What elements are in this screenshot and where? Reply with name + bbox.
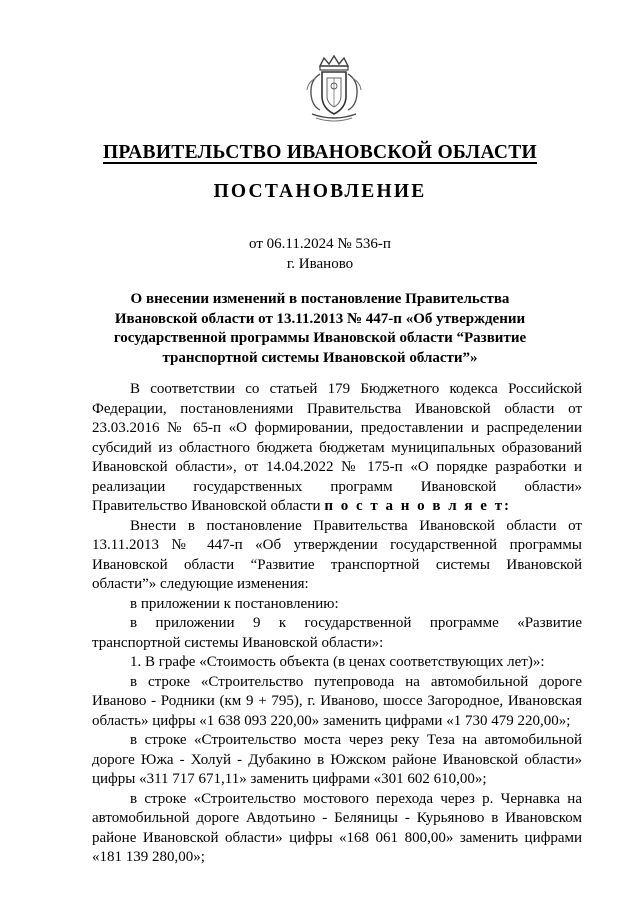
document-type: ПОСТАНОВЛЕНИЕ <box>213 181 427 202</box>
body-paragraph: 1. В графе «Стоимость объекта (в ценах соответствующих лет)»: <box>130 654 545 670</box>
document-city: г. Иваново <box>286 256 354 272</box>
preamble-text: В соответствии со статьей 179 Бюджетного кодекса Российской Федерации, постановлениями Правительства Ивановской области от 23.03.2016 № 65-п «О формировании, предоставлении и распределении субсидий из областного бюджета бюджетам муниципальных образований Ивановской области», от 14.04.2022 № 175-п «О порядке разработки и реализации государственных программ Ивановской области» Правительство Ивановской области <box>92 381 582 514</box>
document-subject: О внесении изменений в постановление Правительства Ивановской области от 13.11.2013 № 447-п «Об утверждении государственной программы Ивановской области “Развитие транспортной системы Ивановской области”» <box>113 291 527 366</box>
document-date-number: от 06.11.2024 № 536-п <box>249 236 391 252</box>
body-paragraph: в строке «Строительство моста через реку Теза на автомобильной дороге Южа - Холуй - Дубакино в Южском районе Ивановской области» цифры «311 717 671,11» заменить цифрами «301 602 610,00»; <box>92 732 582 787</box>
coat-of-arms-icon <box>298 52 370 124</box>
body-paragraph <box>92 380 582 517</box>
resolves-word: п о с т а н о в л я е т: <box>324 498 512 514</box>
body-paragraph: в приложении к постановлению: <box>130 595 339 612</box>
body-paragraph: в приложении 9 к государственной программе «Развитие транспортной системы Ивановской области»: <box>92 615 582 651</box>
body-paragraph: в строке «Строительство мостового перехода через р. Чернавка на автомобильной дороге Авдотьино - Беляницы - Курьяново в Ивановском районе Ивановской области» цифры «168 061 800,00» заменить цифрами «181 139 280,00»; <box>92 790 582 865</box>
body-paragraph: Внести в постановление Правительства Ивановской области от 13.11.2013 № 447-п «Об утверждении государственной программы Ивановской области “Развитие транспортной системы Ивановской области”» следующие изменения: <box>92 517 582 592</box>
government-title: ПРАВИТЕЛЬСТВО ИВАНОВСКОЙ ОБЛАСТИ <box>102 142 538 163</box>
body-paragraph: в строке «Строительство путепровода на автомобильной дороге Иваново - Родники (км 9 + 795), г. Иваново, шоссе Загородное, Ивановская область» цифры «1 638 093 220,00» заменить цифрами «1 730 479 220,00»; <box>92 673 582 729</box>
document-body <box>92 380 582 868</box>
